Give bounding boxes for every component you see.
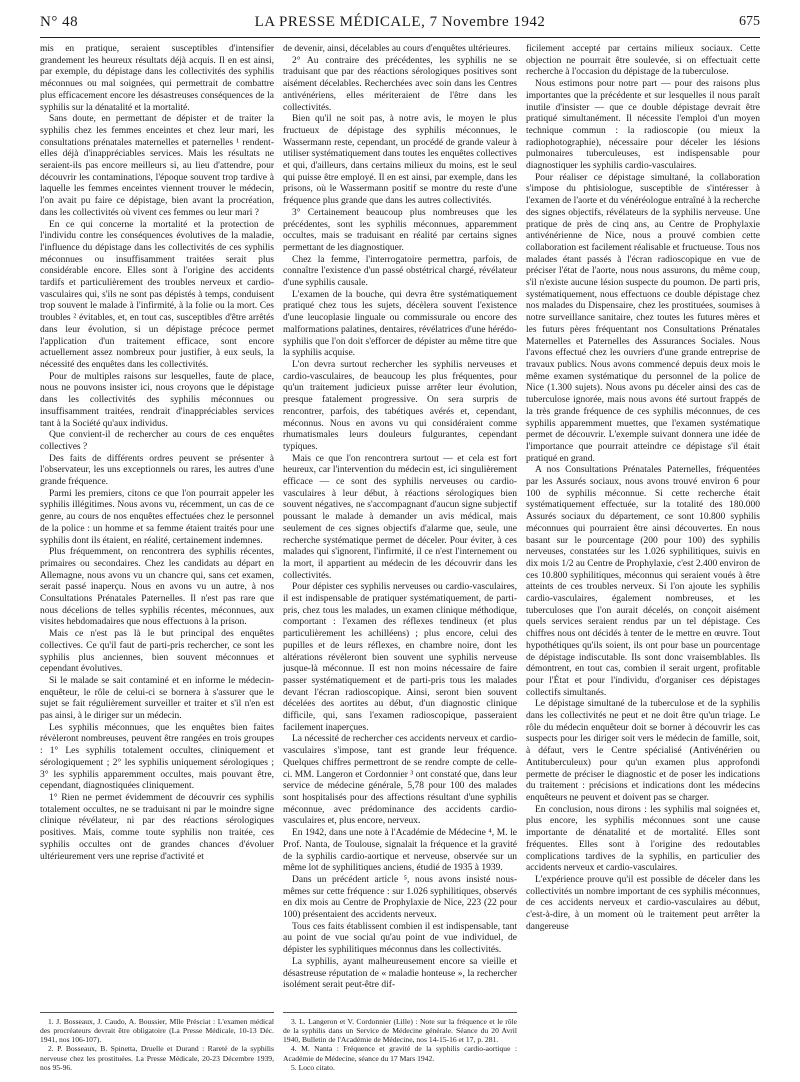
- page-header: [40, 14, 760, 38]
- paragraph: En ce qui concerne la mortalité et la protection de l'individu contre les conséquences évolutives de la maladie, l'influence du dépistage dans les collectivités de ces syphilis méconnues ou insuffisamment traitées serait plus considérable encore. Elles sont à l'origine des accidents tardifs et particulièrement des troubles nerveux et cardio-vasculaires qui, s'ils ne sont pas dépistés à temps, conduisent trop souvent le malade à l'infirmité, à la folie ou la mort. Ces troubles ² évitables, et, en tout cas, susceptibles d'être arrêtés dans leur évolution, si un dépistage précoce permet l'application d'un traitement efficace, sont encore actuellement assez nombreux pour justifier, à eux seuls, la nécessité des enquêtes dans les collectivités.: [40, 219, 274, 370]
- paragraph: 2° Au contraire des précédentes, les syphilis ne se traduisant que par des réactions sérologiques positives sont aisément décelables. Recherchées avec soin dans les Centres antivénériens, elles mériteraient de l'être dans les collectivités.: [283, 55, 517, 113]
- footnotes: [283, 1012, 517, 1072]
- article-columns: [40, 44, 760, 1072]
- footnote: 3. L. Langeron et V. Cordonnier (Lille) : Note sur la fréquence et le rôle de la syphilis dans un Service de Médecine générale. Séance du 20 Avril 1940, Bulletin de l'Académie de Médecine, nos 14-15-16 et 17, p. 281.: [283, 1016, 517, 1045]
- column-3-body: [526, 44, 760, 933]
- issue-number: N° 48: [40, 14, 79, 30]
- paragraph: Chez la femme, l'interrogatoire permettra, parfois, de connaître l'existence d'un passé obstétrical chargé, révélateur d'une syphilis causale.: [283, 254, 517, 289]
- paragraph: Pour dépister ces syphilis nerveuses ou cardio-vasculaires, il est indispensable de pratiquer systématiquement, de parti-pris, chez tous les malades, un examen clinique méthodique, comportant : l'examen des réflexes tendineux (et plus particulièrement les achilléens) ; plus encore, celui des pupilles et de leurs réflexes, en chambre noire, dont les altérations révèleront bien souvent une syphilis nerveuse jusque-là méconnue. Il est non moins nécessaire de faire passer systématiquement et de parti-pris tous les malades devant l'écran radioscopique. Ainsi, seront bien souvent décelées des aortites au début, d'un diagnostic clinique difficile, qui, sans l'examen radioscopique, passeraient facilement inaperçues.: [283, 582, 517, 733]
- paragraph: Dans un précédent article ⁵, nous avons insisté nous-mêmes sur cette fréquence : sur 1.026 syphilitiques, observés en dix mois au Centre de Prophylaxie de Nice, 223 (22 pour 100) présentaient des accidents nerveux.: [283, 874, 517, 921]
- paragraph: En conclusion, nous dirons : les syphilis mal soignées et, plus encore, les syphilis méconnues sont une cause importante de dénatalité et de mortalité. Elles sont fréquentes. Elles sont à l'origine des redoutables complications tardives de la syphilis, en particulier des accidents nerveux et cardio-vasculaires.: [526, 804, 760, 874]
- paragraph: 1° Rien ne permet évidemment de découvrir ces syphilis totalement occultes, ne se traduisant ni par le moindre signe clinique révélateur, ni par des réactions sérologiques positives. Mais, comme toute syphilis non traitée, ces syphilis occultes ont de grandes chances d'évoluer ultérieurement vers une reprise d'activité et: [40, 793, 274, 862]
- column-2: [283, 44, 517, 1072]
- footnote: 4. M. Nanta : Fréquence et gravité de la syphilis cardio-aortique : Académie de Médecine, séance du 17 Mars 1942.: [283, 1044, 517, 1063]
- column-1-body: [40, 44, 274, 863]
- paragraph: Parmi les premiers, citons ce que l'on pourrait appeler les syphilis illégitimes. Nous avons vu, récemment, un cas de ce genre, au cours de nos enquêtes effectuées chez le personnel de la police : un homme et sa femme étaient traités pour une syphilis dont ils étaient, en réalité, certainement indemnes.: [40, 488, 274, 546]
- paragraph: En 1942, dans une note à l'Académie de Médecine ⁴, M. le Prof. Nanta, de Toulouse, signalait la fréquence et la gravité de la syphilis cardio-aortique et nerveuse, observée sur un même lot de syphilitiques anciens, étudié de 1935 à 1939.: [283, 828, 517, 874]
- paragraph: Pour de multiples raisons sur lesquelles, faute de place, nous ne pouvons insister ici, nous croyons que le dépistage dans les collectivités des syphilis méconnues ou insuffisamment traitées, rendrait d'inappréciables services tant à la Société qu'aux individus.: [40, 371, 274, 429]
- paragraph: Si le malade se sait contaminé et en informe le médecin-enquêteur, le rôle de celui-ci se bornera à s'assurer que le sujet se fait régulièrement surveiller et traiter et s'il n'en est pas ainsi, à le diriger sur un médecin.: [40, 675, 274, 722]
- paragraph: L'expérience prouve qu'il est possible de déceler dans les collectivités un nombre important de ces syphilis méconnues, de ces accidents nerveux et cardio-vasculaires au début, c'est-à-dire, à un moment où le traitement peut arrêter la dangereuse: [526, 874, 760, 932]
- footnote: 2. P. Bosseaux, B. Spinetta, Druelle et Durand : Rareté de la syphilis nerveuse chez les prostituées. La Presse Médicale, 20-23 Décembre 1939, nos 95-96.: [40, 1044, 274, 1072]
- paragraph: Tous ces faits établissent combien il est indispensable, tant au point de vue social qu'au point de vue individuel, de dépister les syphilitiques méconnus dans les collectivités.: [283, 921, 517, 956]
- paragraph: 3° Certainement beaucoup plus nombreuses que les précédentes, sont les syphilis méconnues, apparemment occultes, mais se traduisant en réalité par certains signes permettant de les diagnostiquer.: [283, 207, 517, 253]
- paragraph: Des faits de différents ordres peuvent se présenter à l'observateur, les uns exceptionnels ou rares, les autres d'une grande fréquence.: [40, 453, 274, 488]
- paragraph: Plus fréquemment, on rencontrera des syphilis récentes, primaires ou secondaires. Chez les candidats au départ en Allemagne, nous avons vu un chancre qui, sans cet examen, serait passé inaperçu. Nous en avons vu un autre, à nos Consultations Prénatales Paternelles. Il n'est pas rare que nous décelions de telles syphilis récentes, méconnues, aux visites hebdomadaires que nous effectuons à la prison.: [40, 547, 274, 628]
- paragraph: Bien qu'il ne soit pas, à notre avis, le moyen le plus fructueux de dépistage des syphilis méconnues, le Wassermann reste, cependant, un procédé de grande valeur à utiliser systématiquement dans toutes les enquêtes collectives et qui, d'ailleurs, dans certains milieux du moins, est le seul qui puisse être employé. Il en est ainsi, par exemple, dans les prisons, où le Wassermann positif se montre du reste d'une fréquence plus grande que dans les autres collectivités.: [283, 114, 517, 207]
- page-number: 675: [739, 14, 760, 29]
- footnote: 5. Loco citato.: [291, 1062, 335, 1072]
- paragraph: mis en pratique, seraient susceptibles d'intensifier grandement les heureux résultats déjà acquis. Il en est ainsi, par exemple, du dépistage dans les collectivités des syphilis méconnues ou mal soignées, qui permettrait de combattre plus efficacement encore les désastreuses conséquences de la syphilis sur la dénatalité et la mortalité.: [40, 44, 274, 113]
- footnotes: [40, 1012, 274, 1072]
- column-2-body: [283, 44, 517, 992]
- paragraph: La syphilis, ayant malheureusement encore sa vieille et désastreuse réputation de « maladie honteuse », la rechercher isolément serait peut-être dif-: [283, 956, 517, 991]
- paragraph: L'examen de la bouche, qui devra être systématiquement pratiqué chez tous les sujets, décèlera souvent l'existence d'une leucoplasie linguale ou commissurale ou encore des malformations palatines, dentaires, révélatrices d'une hérédo-syphilis que l'on doit s'efforcer de dépister au même titre que la syphilis acquise.: [283, 289, 517, 359]
- paragraph: ficilement accepté par certains milieux sociaux. Cette objection ne pourrait être soulevée, si on effectuait cette recherche à l'occasion du dépistage de la tuberculose.: [526, 44, 760, 78]
- paragraph: Sans doute, en permettant de dépister et de traiter la syphilis chez les femmes enceintes et chez leur mari, les consultations prénatales maternelles et paternelles ¹ rendent-elles déjà d'inappréciables services. Mais les résultats ne seraient-ils pas encore meilleurs si, au lieu d'attendre, pour découvrir les contaminations, l'époque souvent trop tardive à laquelle les femmes enceintes viennent trouver le médecin, l'on avait pu faire ce dépistage, bien avant la procréation, dans les collectivités où vivent ces femmes ou leur mari ?: [40, 114, 274, 218]
- footnote: 1. J. Bosseaux, J. Caudo, A. Boussier, Mlle Présciat : L'examen médical des procréateurs devrait être obligatoire (La Presse Médicale, 10-13 Déc. 1941, nos 106-107).: [40, 1016, 274, 1045]
- header-rule: [40, 37, 760, 38]
- column-1: [40, 44, 274, 1072]
- paragraph: Le dépistage simultané de la tuberculose et de la syphilis dans les collectivités ne peut et ne doit être qu'un triage. Le rôle du médecin enquêteur doit se borner à découvrir les cas suspects pour les diriger soit vers le médecin de famille, soit, à défaut, vers le Centre spécialisé (Antivénérien ou Antituberculeux) pour qu'un examen plus approfondi permette de préciser le diagnostic et de poser les indications du traitement : précisions et indications dont les médecins enquêteurs ne peuvent et doivent pas se charger.: [526, 699, 760, 803]
- paragraph: Pour réaliser ce dépistage simultané, la collaboration s'impose du phtisiologue, susceptible de s'intéresser à l'examen de l'aorte et du vénéréologue entraîné à la recherche des signes objectifs, révélateurs de la syphilis nerveuse. Une pratique de près de cinq ans, au Centre de Prophylaxie antivénérienne de Nice, nous a prouvé combien cette collaboration est facilement réalisable et fructueuse. Tous nos malades étant passés à l'écran radioscopique en vue de préciser l'état de l'aorte, nous nous assurons, du même coup, s'il n'existe aucune lésion suspecte du poumon. De parti pris, systématiquement, nous effectuons ce double dépistage chez nos malades du Dispensaire, chez les prostituées, soumises à notre surveillance sanitaire, chez toutes les futures mères et les futurs pères fréquentant nos Consultations Prénatales Maternelles et Paternelles des Assurances Sociales. Nous l'avons effectué chez les ouvriers d'une grande entreprise de travaux publics. Nous avons commencé depuis deux mois le même examen systématique du personnel de la police de Nice (1.300 sujets). Nous avons pu déceler ainsi des cas de tuberculose ignorée, mais nous avons été surtout frappés de la très grande fréquence de ces syphilis méconnues, de ces syphilis apparemment muettes, que l'examen systématique permet de découvrir. L'exemple suivant donnera une idée de l'importance que pourrait atteindre ce dépistage s'il était pratiqué en grand.: [526, 172, 760, 464]
- paragraph: Mais ce n'est pas là le but principal des enquêtes collectives. Ce qu'il faut de parti-pris rechercher, ce sont les syphilis plus anciennes, bien souvent méconnues et cependant évolutives.: [40, 629, 274, 675]
- paragraph: Que convient-il de rechercher au cours de ces enquêtes collectives ?: [40, 430, 274, 452]
- paragraph: L'on devra surtout rechercher les syphilis nerveuses et cardio-vasculaires, de beaucoup les plus fréquentes, pour qu'un traitement judicieux puisse arrêter leur évolution, presque fatalement progressive. On sera surpris de rencontrer, parfois, des tabétiques avérés et, cependant, méconnus. Nous en avons vu qui considéraient comme rhumatismales leurs douleurs fulgurantes, cependant typiques.: [283, 359, 517, 452]
- paragraph: Les syphilis méconnues, que les enquêtes bien faites révèleront nombreuses, peuvent être rangées en trois groupes : 1° Les syphilis totalement occultes, cliniquement et sérologiquement ; 2° les syphilis uniquement sérologiques ; 3° les syphilis apparemment occultes, mais pouvant être, cependant, diagnostiquées cliniquement.: [40, 722, 274, 792]
- column-3: [526, 44, 760, 1072]
- paragraph: Mais ce que l'on rencontrera surtout — et cela est fort heureux, car l'intervention du médecin est, ici singulièrement efficace — ce sont des syphilis nerveuses ou cardio-vasculaires à leur début, à réactions sérologiques bien souvent négatives, ne s'accompagnant d'aucun signe subjectif poussant le malade à demander un avis médical, mais seulement de ces signes objectifs d'alarme que, seule, une recherche systématique permet de déceler. Pour éviter, à ces malades qui s'ignorent, l'infirmité, il ce n'est l'internement ou la mort, il appartient au médecin de les découvrir dans les collectivités.: [283, 453, 517, 581]
- paragraph: A nos Consultations Prénatales Paternelles, fréquentées par les Assurés sociaux, nous avons trouvé environ 6 pour 100 de syphilis méconnue. Si cette recherche était systématiquement effectuée, sur la totalité des 180.000 Assurés sociaux du département, ce sont 10.800 syphilis méconnues qui pourraient être ainsi découvertes. En nous basant sur le pourcentage (200 pour 100) des syphilis nerveuses, constatées sur les 1.026 syphilitiques, suivis en dix mois 1/2 au Centre de Prophylaxie, c'est 2.400 environ de ces 10.800 syphilitiques, méconnus qui seraient voués à être atteints de ces troubles nerveux. Si l'on ajoute les syphilis cardio-vasculaires, également nombreuses, et les tuberculoses que l'on aurait décelés, on conçoit aisément quels services seraient rendus par un tel dépistage. Ces chiffres nous ont décidés à tenter de le mettre en œuvre. Tout hypothétiques qu'ils soient, ils ont pour base un pourcentage de dépistage indiscutable. Ils sont donc vraisemblables. Ils démontrent, en tout cas, combien il serait urgent, profitable pour l'État et pour l'individu, d'organiser ces dépistages collectifs simultanés.: [526, 465, 760, 698]
- paragraph: Nous estimons pour notre part — pour des raisons plus importantes que la précédente et sur lesquelles il nous paraît inutile d'insister — que ce double dépistage devrait être pratiqué simultanément. Il nécessite l'emploi d'un moyen technique commun : la radioscopie (ou mieux la radiophotographie), nécessaire pour déceler les lésions pulmonaires tuberculeuses, est indispensable pour diagnostiquer les syphilis cardio-vasculaires.: [526, 79, 760, 172]
- journal-title: LA PRESSE MÉDICALE, 7 Novembre 1942: [254, 14, 546, 30]
- paragraph: de devenir, ainsi, décelables au cours d'enquêtes ultérieures.: [283, 44, 511, 54]
- paragraph: La nécessité de rechercher ces accidents nerveux et cardio-vasculaires s'impose, tant est grande leur fréquence. Quelques chiffres permettront de se rendre compte de celle-ci. MM. Langeron et Cordonnier ³ ont constaté que, dans leur service de médecine générale, 5,78 pour 100 des malades sont hospitalisés pour des affections résultant d'une syphilis méconnue, avec prédominance des accidents cardio-vasculaires et, plus encore, nerveux.: [283, 734, 517, 827]
